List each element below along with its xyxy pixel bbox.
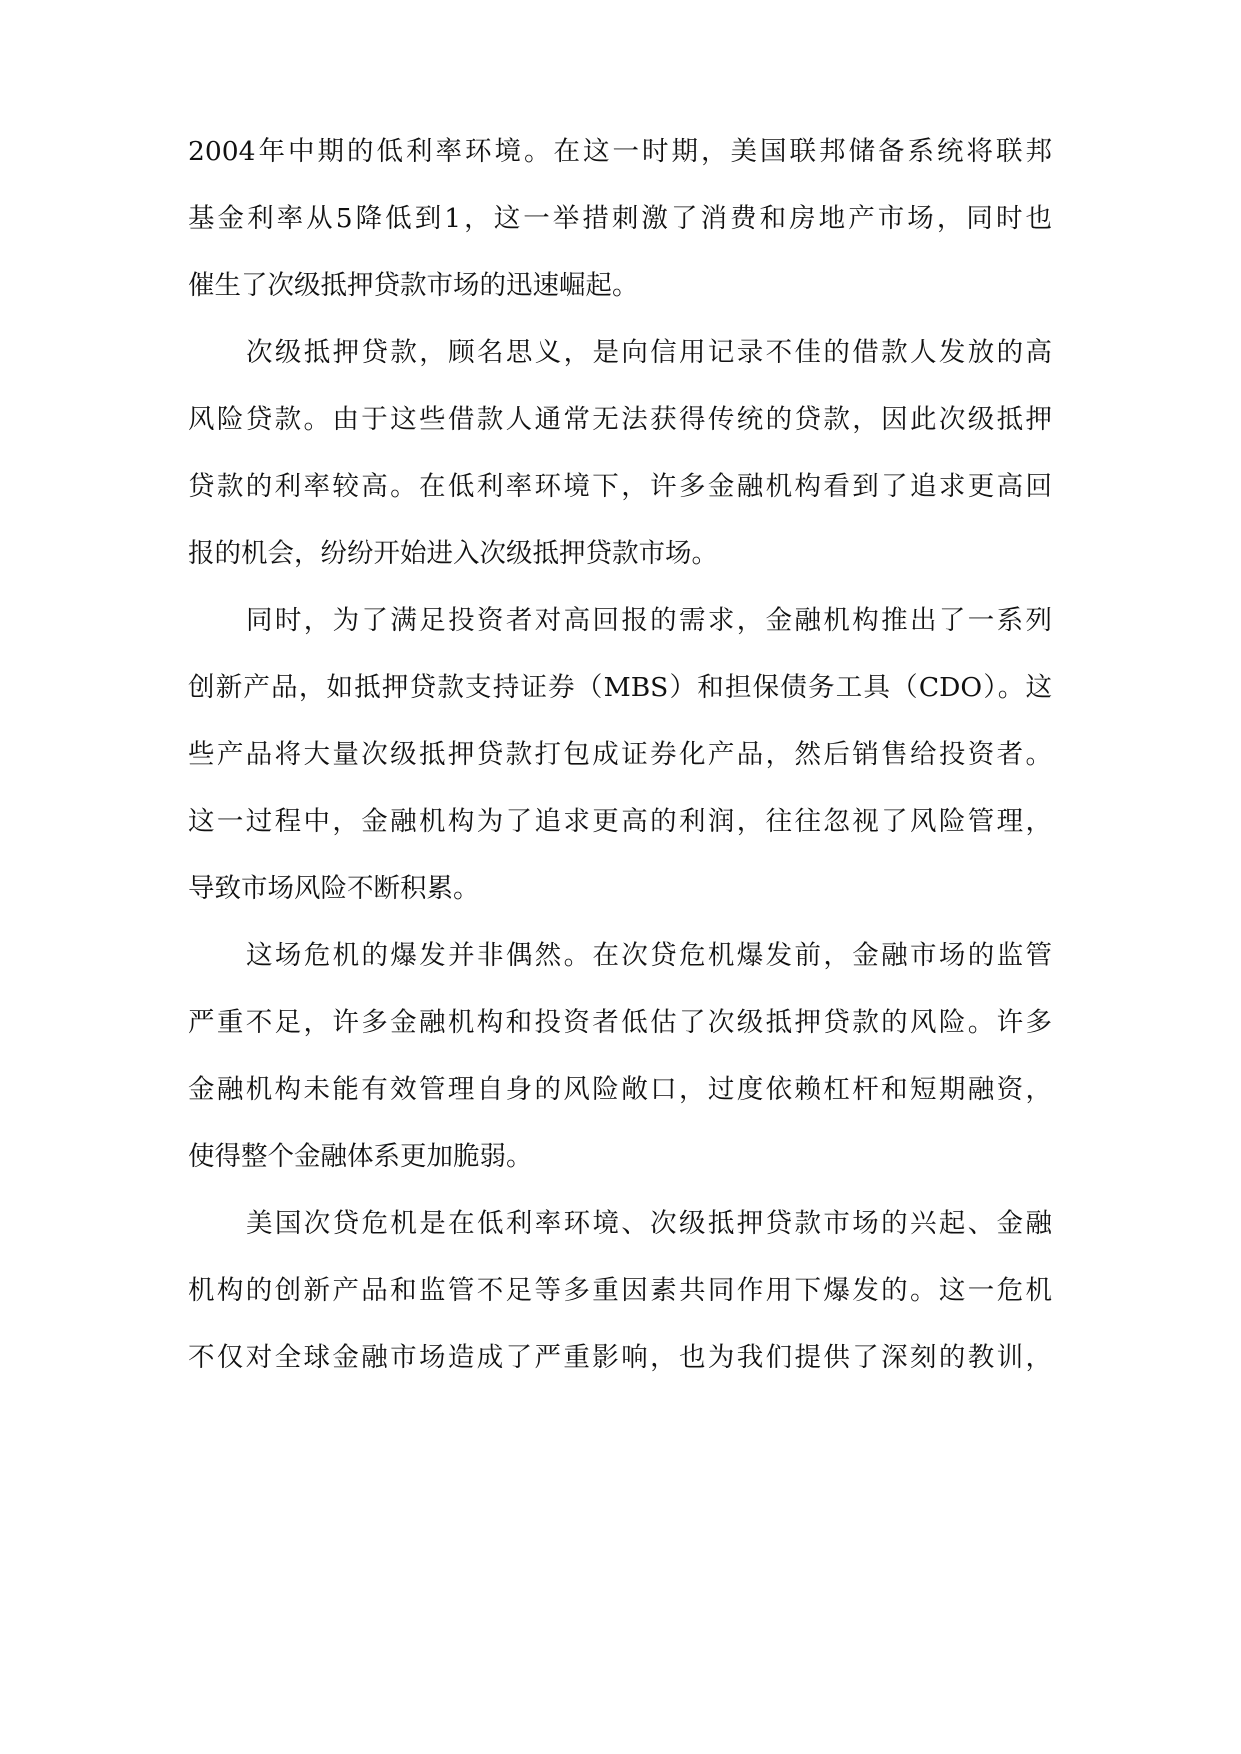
paragraph-3-line-3: 些产品将大量次级抵押贷款打包成证券化产品，然后销售给投资者。	[188, 739, 1052, 770]
paragraph-1-line-2: 基金利率从5降低到1，这一举措刺激了消费和房地产市场，同时也	[188, 203, 1052, 234]
paragraph-4-line-2: 严重不足，许多金融机构和投资者低估了次级抵押贷款的风险。许多	[188, 1007, 1052, 1038]
paragraph-2-line-2: 风险贷款。由于这些借款人通常无法获得传统的贷款，因此次级抵押	[188, 404, 1052, 435]
paragraph-1-line-3: 催生了次级抵押贷款市场的迅速崛起。	[188, 270, 639, 301]
paragraph-3-line-1: 同时，为了满足投资者对高回报的需求，金融机构推出了一系列	[246, 605, 1052, 636]
paragraph-5-line-2: 机构的创新产品和监管不足等多重因素共同作用下爆发的。这一危机	[188, 1275, 1052, 1306]
paragraph-5-line-3: 不仅对全球金融市场造成了严重影响，也为我们提供了深刻的教训，	[188, 1342, 1052, 1373]
paragraph-4-line-1: 这场危机的爆发并非偶然。在次贷危机爆发前，金融市场的监管	[246, 940, 1052, 971]
paragraph-5-line-1: 美国次贷危机是在低利率环境、次级抵押贷款市场的兴起、金融	[246, 1208, 1052, 1239]
paragraph-1-line-1: 2004年中期的低利率环境。在这一时期，美国联邦储备系统将联邦	[188, 136, 1052, 167]
paragraph-2-line-1: 次级抵押贷款，顾名思义，是向信用记录不佳的借款人发放的高	[246, 337, 1052, 368]
paragraph-3-line-2: 创新产品，如抵押贷款支持证券（MBS）和担保债务工具（CDO）。这	[188, 672, 1052, 703]
paragraph-2-line-3: 贷款的利率较高。在低利率环境下，许多金融机构看到了追求更高回	[188, 471, 1052, 502]
paragraph-3-line-4: 这一过程中，金融机构为了追求更高的利润，往往忽视了风险管理，	[188, 806, 1052, 837]
paragraph-3-line-5: 导致市场风险不断积累。	[188, 873, 480, 904]
paragraph-4-line-3: 金融机构未能有效管理自身的风险敞口，过度依赖杠杆和短期融资，	[188, 1074, 1052, 1105]
paragraph-2-line-4: 报的机会，纷纷开始进入次级抵押贷款市场。	[188, 538, 718, 569]
paragraph-4-line-4: 使得整个金融体系更加脆弱。	[188, 1141, 533, 1172]
